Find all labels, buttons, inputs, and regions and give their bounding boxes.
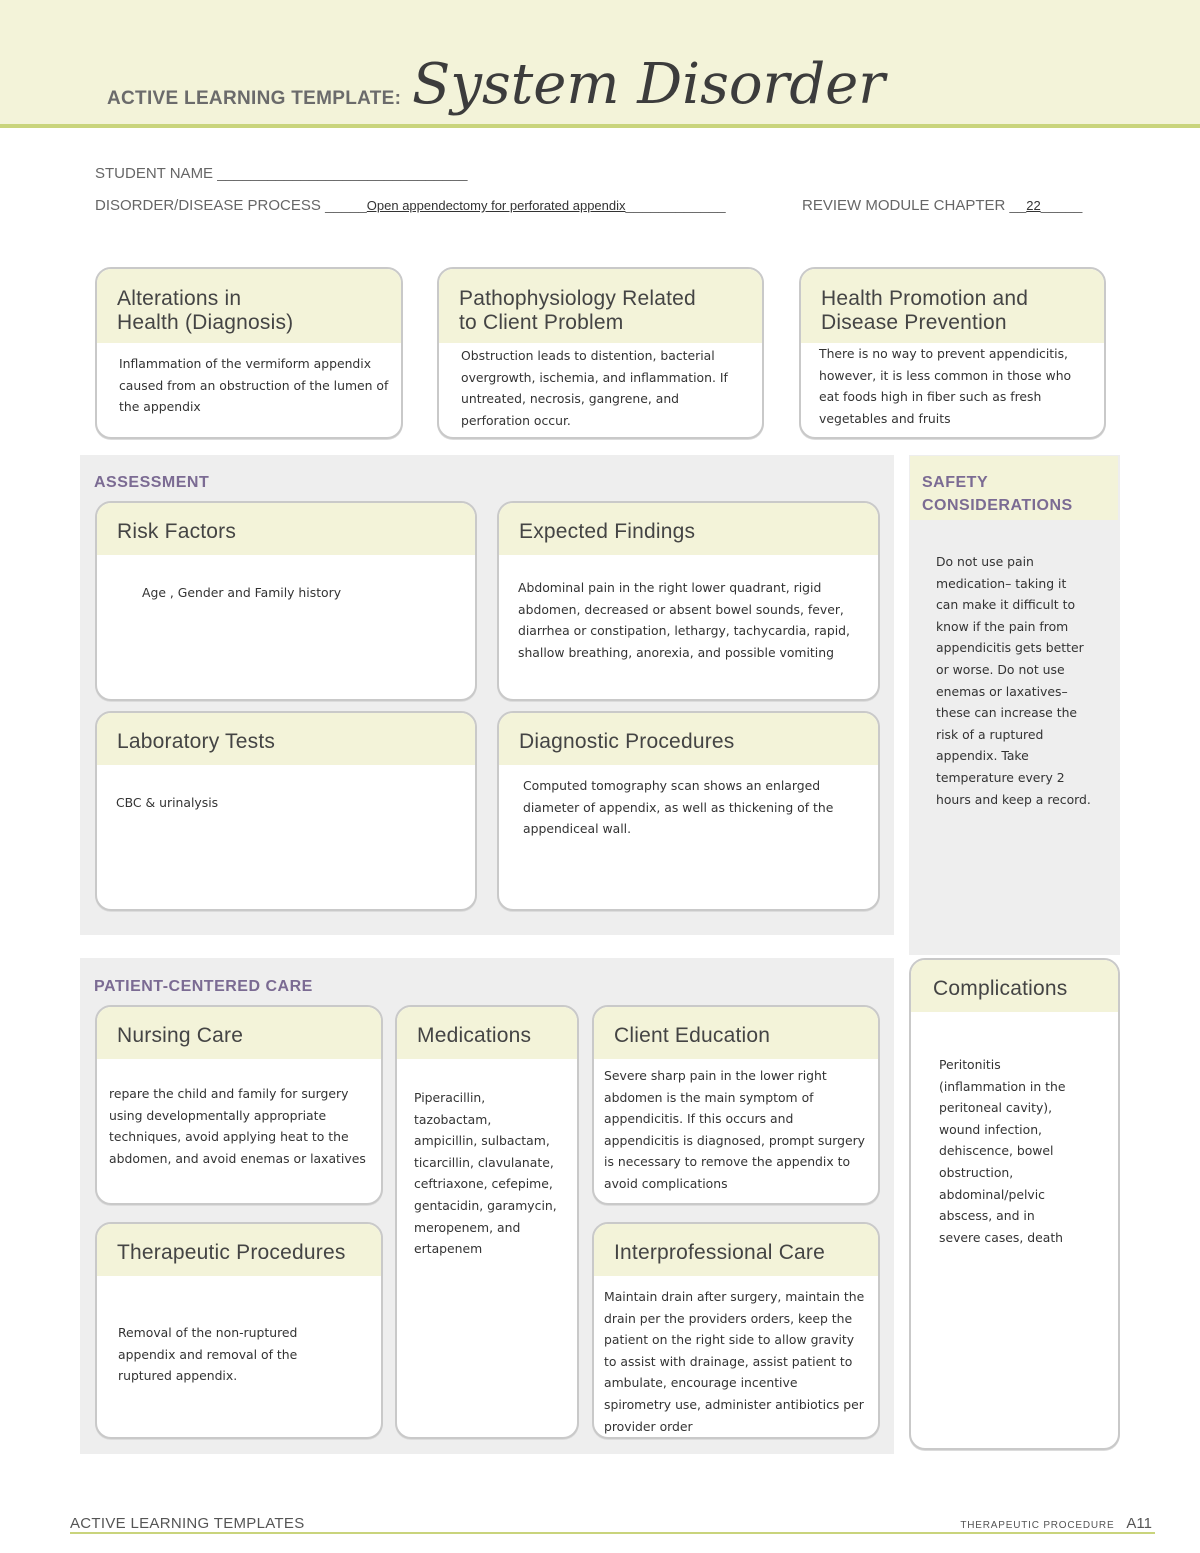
interprofessional-care-card [592, 1222, 880, 1439]
laboratory-tests-card [95, 711, 477, 911]
safety-label-line1: SAFETY [922, 474, 989, 491]
diagnostic-procedures-card [497, 711, 880, 911]
complications-body[interactable]: Peritonitis (inflammation in the peritoneal cavity), wound infection, dehiscence, bowel obstruction, abdominal/pelvic abscess, and in severe cases, death [939, 1057, 1066, 1245]
therapeutic-procedures-card [95, 1222, 383, 1439]
chapter-field[interactable]: 22 [1026, 198, 1041, 213]
medications-card [395, 1005, 579, 1439]
expected-findings-card [497, 501, 880, 701]
expected-findings-body[interactable]: Abdominal pain in the right lower quadrant, rigid abdomen, decreased or absent bowel sounds, fever, diarrhea or constipation, lethargy, tachycardia, rapid, shallow breathing, anorexia, and possible vomiting [518, 580, 850, 660]
therapeutic-procedures-body[interactable]: Removal of the non-ruptured appendix and removal of the ruptured appendix. [118, 1325, 298, 1384]
client-education-card [592, 1005, 880, 1205]
laboratory-tests-title: Laboratory Tests [97, 713, 475, 765]
safety-body[interactable]: Do not use pain medication– taking it can make it difficult to know if the pain from appendicitis gets better or worse. Do not use enemas or laxatives– these can increase the risk of a ruptured appendix. Take temperature every 2 hours and keep a record. [936, 554, 1091, 807]
medications-title: Medications [397, 1007, 577, 1059]
diagnostic-procedures-body[interactable]: Computed tomography scan shows an enlarged diameter of appendix, as well as thickening of the appendiceal wall. [523, 778, 834, 837]
disorder-underline-lead: _____ [325, 197, 367, 214]
alterations-title [97, 269, 401, 343]
health-promotion-title-line1: Health Promotion and [821, 287, 1029, 310]
header-divider [0, 124, 1200, 128]
disorder-label: DISORDER/DISEASE PROCESS [95, 197, 321, 214]
page-number: A11 [1126, 1515, 1152, 1532]
health-promotion-body[interactable]: There is no way to prevent appendicitis, however, it is less common in those who eat foods high in fiber such as fresh vegetables and fruits [819, 346, 1072, 426]
footer-divider [70, 1532, 1155, 1534]
alterations-body[interactable]: Inflammation of the vermiform appendix caused from an obstruction of the lumen of the appendix [119, 356, 389, 415]
chapter-label: REVIEW MODULE CHAPTER [802, 197, 1006, 214]
student-name-row [95, 165, 468, 182]
pathophysiology-body[interactable]: Obstruction leads to distention, bacterial overgrowth, ischemia, and inflammation. If untreated, necrosis, gangrene, and perforation occur. [461, 348, 728, 428]
risk-factors-card [95, 501, 477, 701]
nursing-care-title: Nursing Care [97, 1007, 381, 1059]
risk-factors-body[interactable]: Age , Gender and Family history [142, 585, 342, 600]
alterations-card [95, 267, 403, 439]
pathophysiology-title [439, 269, 762, 343]
interprofessional-care-title: Interprofessional Care [594, 1224, 878, 1276]
template-label: ACTIVE LEARNING TEMPLATE: [107, 88, 402, 109]
risk-factors-title: Risk Factors [97, 503, 475, 555]
disorder-field[interactable]: Open appendectomy for perforated appendix [366, 198, 626, 213]
chapter-underline-lead: __ [1009, 197, 1027, 214]
expected-findings-title: Expected Findings [499, 503, 878, 555]
alterations-title-line1: Alterations in [117, 287, 242, 310]
alterations-title-line2: Health (Diagnosis) [117, 311, 294, 334]
complications-card [909, 958, 1120, 1450]
diagnostic-procedures-title: Diagnostic Procedures [499, 713, 878, 765]
student-name-label: STUDENT NAME [95, 165, 214, 182]
safety-label-line2: CONSIDERATIONS [922, 497, 1073, 514]
chapter-underline-trail: _____ [1040, 197, 1083, 214]
health-promotion-card [799, 267, 1106, 439]
pathophysiology-title-line2: to Client Problem [459, 311, 624, 334]
chapter-row [802, 197, 1082, 214]
client-education-title: Client Education [594, 1007, 878, 1059]
interprofessional-care-body[interactable]: Maintain drain after surgery, maintain the drain per the providers orders, keep the patient on the right side to allow gravity to assist with drainage, assist patient to ambulate, encourage incentive spirometry use, administer antibiotics per provider order [604, 1289, 865, 1434]
nursing-care-body[interactable]: repare the child and family for surgery using developmentally appropriate techniques, avoid applying heat to the abdomen, and avoid enemas or laxatives [109, 1086, 366, 1166]
assessment-label: ASSESSMENT [94, 474, 210, 491]
pathophysiology-card [437, 267, 764, 439]
footer-title: ACTIVE LEARNING TEMPLATES [70, 1515, 305, 1532]
laboratory-tests-body[interactable]: CBC & urinalysis [116, 795, 219, 810]
nursing-care-card [95, 1005, 383, 1205]
template-title: System Disorder [412, 52, 886, 117]
health-promotion-title [801, 269, 1104, 343]
therapeutic-procedures-title: Therapeutic Procedures [97, 1224, 381, 1276]
footer-section: THERAPEUTIC PROCEDURE [960, 1520, 1115, 1531]
safety-label [922, 471, 1073, 517]
patient-centered-care-label: PATIENT-CENTERED CARE [94, 978, 313, 995]
health-promotion-title-line2: Disease Prevention [821, 311, 1007, 334]
student-name-field[interactable]: ______________________________ [217, 165, 468, 182]
complications-title: Complications [911, 960, 1118, 1012]
footer-page-info [960, 1515, 1152, 1532]
disorder-underline-trail: ____________ [625, 197, 726, 214]
medications-body[interactable]: Piperacillin, tazobactam, ampicillin, sulbactam, ticarcillin, clavulanate, ceftriaxone, cefepime, gentacidin, garamycin, meropenem, and ertapenem [414, 1090, 557, 1257]
client-education-body[interactable]: Severe sharp pain in the lower right abdomen is the main symptom of appendicitis. If this occurs and appendicitis is diagnosed, prompt surgery is necessary to remove the appendix to avoid complications [604, 1068, 866, 1191]
disorder-row [95, 197, 726, 214]
pathophysiology-title-line1: Pathophysiology Related [459, 287, 696, 310]
